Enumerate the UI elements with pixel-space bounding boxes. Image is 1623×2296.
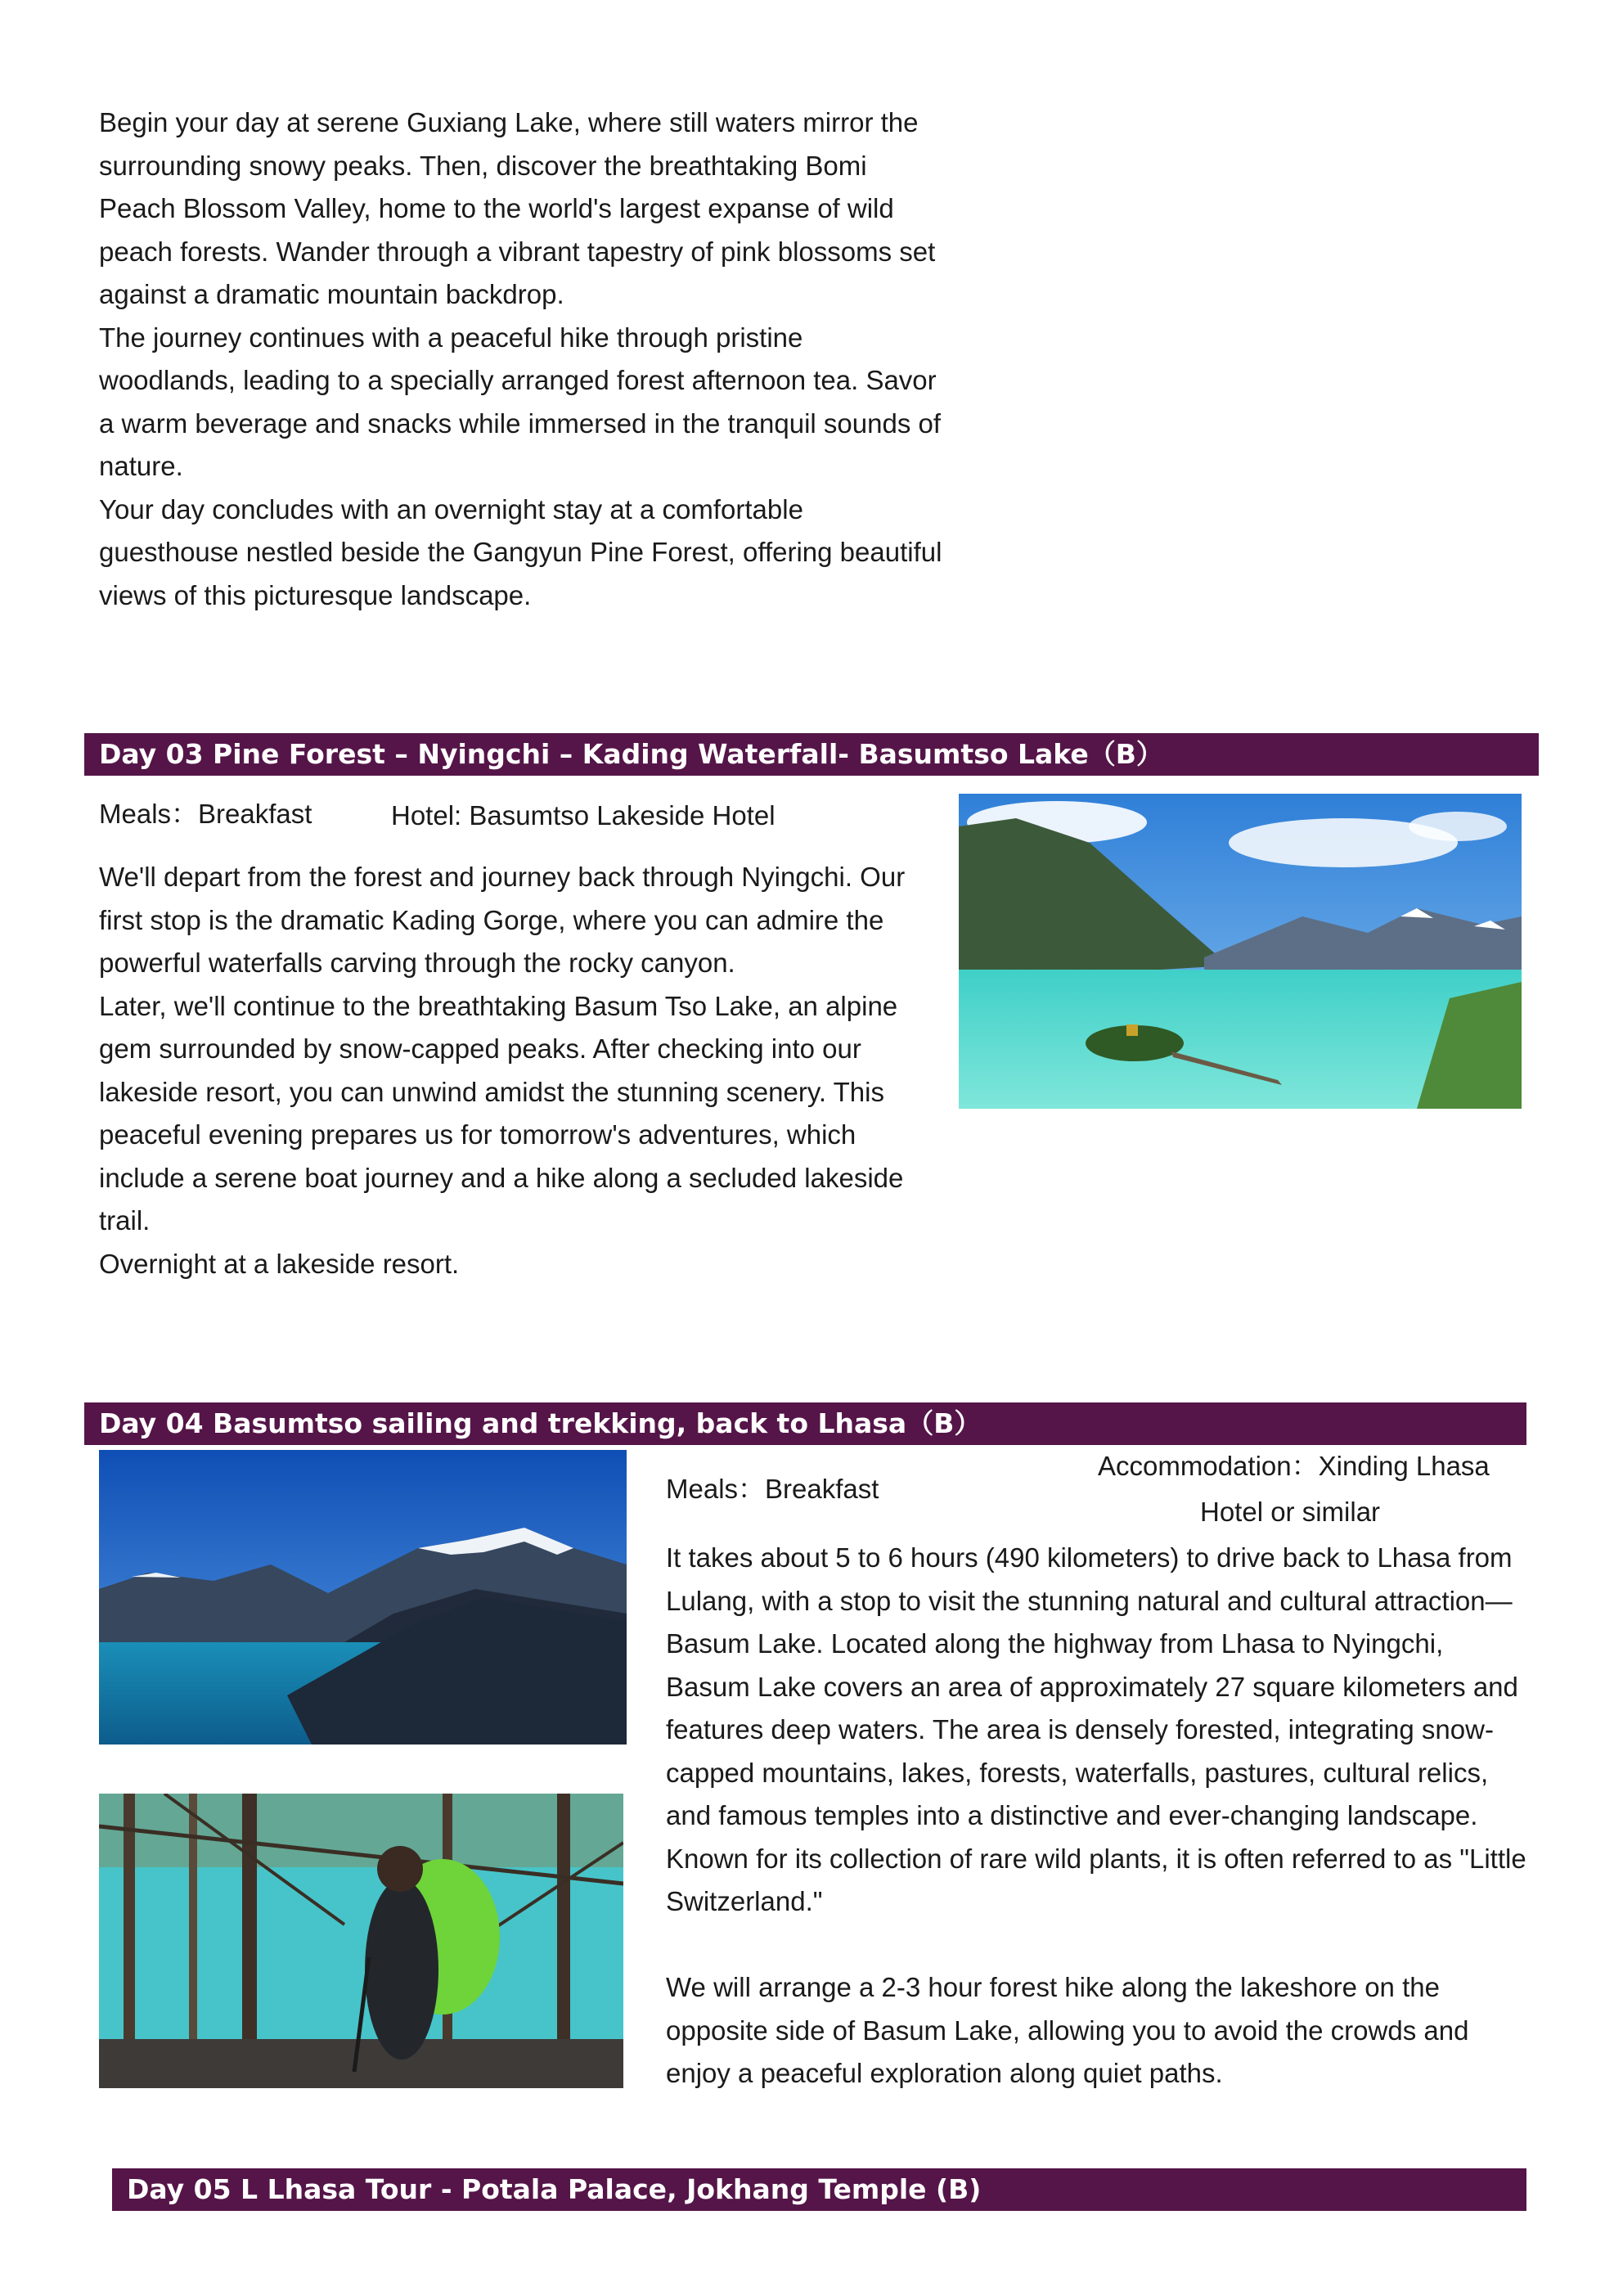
day03-paragraph: Later, we'll continue to the breathtaking Basum Tso Lake, an alpine gem surrounded by snow-capped peaks. After checking into our lakeside resort, you can unwind amidst the stunning scenery. This peaceful evening prepares us for tomorrow's adventures, which include a serene boat journey and a hike along a secluded lakeside trail. (99, 990, 904, 1236)
basumtso-lake-photo (959, 794, 1522, 1109)
day03-paragraph: We'll depart from the forest and journey back through Nyingchi. Our first stop is the dramatic Kading Gorge, where you can admire the powerful waterfalls carving through the rocky canyon. (99, 862, 906, 978)
day02-paragraph: Your day concludes with an overnight stay at a comfortable guesthouse nestled beside the Gangyun Pine Forest, offering beautiful views of this picturesque landscape. (99, 493, 942, 610)
day02-paragraph: Begin your day at serene Guxiang Lake, where still waters mirror the surrounding snowy peaks. Then, discover the breathtaking Bomi Peach Blossom Valley, home to the world's largest expanse of wild peach forests. Wander through a vibrant tapestry of pink blossoms set against a dramatic mountain backdrop. (99, 107, 936, 309)
basum-lake-mountains-photo (99, 1450, 627, 1745)
day04-description (666, 1537, 1526, 2096)
day02-description (99, 101, 946, 617)
day04-meals: Meals：Breakfast (666, 1474, 879, 1504)
day03-meals: Meals：Breakfast (99, 799, 312, 829)
paragraph-spacer (666, 1924, 1526, 1967)
forest-hiker-photo (99, 1794, 623, 2088)
day04-paragraph: We will arrange a 2-3 hour forest hike along the lakeshore on the opposite side of Basum Lake, allowing you to avoid the crowds and enjoy a peaceful exploration along quiet paths. (666, 1972, 1469, 2088)
day04-paragraph: It takes about 5 to 6 hours (490 kilometers) to drive back to Lhasa from Lulang, with a stop to visit the stunning natural and cultural attraction—Basum Lake. Located along the highway from Lhasa to Nyingchi, Basum Lake covers an area of approximately 27 square kilometers and features deep waters. The area is densely forested, integrating snow-capped mountains, lakes, forests, waterfalls, pastures, cultural relics, and famous temples into a distinctive and ever-changing landscape. Known for its collection of rare wild plants, it is often referred to as "Little Switzerland." (666, 1542, 1526, 1916)
day04-accommodation-line2: Hotel or similar (1200, 1497, 1381, 1527)
day03-paragraph: Overnight at a lakeside resort. (99, 1248, 460, 1279)
day05-header: Day 05 L Lhasa Tour - Potala Palace, Jokhang Temple (B) (112, 2168, 1526, 2211)
day03-header: Day 03 Pine Forest – Nyingchi – Kading Waterfall- Basumtso Lake（B） (84, 733, 1539, 776)
day03-hotel: Hotel: Basumtso Lakeside Hotel (391, 800, 776, 831)
day04-header: Day 04 Basumtso sailing and trekking, back to Lhasa（B） (84, 1402, 1526, 1445)
day04-accommodation: Accommodation：Xinding Lhasa (1098, 1451, 1490, 1481)
day03-description (99, 856, 946, 1285)
day02-paragraph: The journey continues with a peaceful hike through pristine woodlands, leading to a specially arranged forest afternoon tea. Savor a warm beverage and snacks while immersed in the tranquil sounds of nature. (99, 322, 942, 481)
